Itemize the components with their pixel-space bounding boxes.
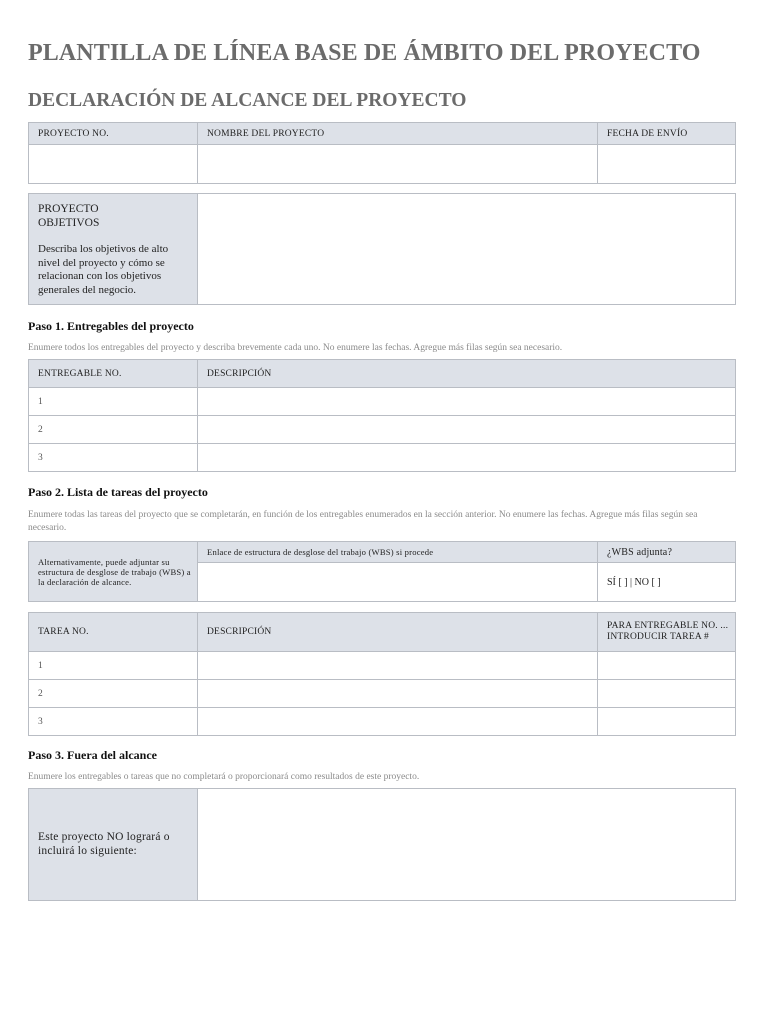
project-name-field[interactable] (198, 145, 598, 184)
table-row (29, 652, 736, 680)
task-description-field[interactable] (198, 708, 598, 736)
table-row (29, 416, 736, 444)
deliverable-description-header: DESCRIPCIÓN (198, 360, 736, 388)
project-name-header: NOMBRE DEL PROYECTO (198, 123, 598, 145)
task-number-header: TAREA NO. (29, 613, 198, 652)
task-deliverable-header-line1: PARA ENTREGABLE NO. ... (607, 621, 729, 631)
deliverable-description-field[interactable] (198, 388, 736, 416)
submission-date-header: FECHA DE ENVÍO (598, 123, 736, 145)
table-row (29, 388, 736, 416)
page-title: PLANTILLA DE LÍNEA BASE DE ÁMBITO DEL PROYECTO (28, 40, 701, 66)
objectives-label-cell (29, 194, 198, 305)
task-deliverable-header (598, 613, 736, 652)
task-deliverable-header-line2: INTRODUCIR TAREA # (607, 632, 709, 642)
deliverables-table (28, 359, 736, 472)
page-subtitle: DECLARACIÓN DE ALCANCE DEL PROYECTO (28, 90, 467, 111)
tasks-table (28, 612, 736, 736)
wbs-attached-header: ¿WBS adjunta? (598, 542, 736, 563)
deliverable-number-cell: 2 (29, 416, 198, 444)
table-row (29, 680, 736, 708)
table-row (29, 708, 736, 736)
task-deliverable-field[interactable] (598, 652, 736, 680)
project-info-table (28, 122, 736, 184)
wbs-side-label: Alternativamente, puede adjuntar su estructura de desglose de trabajo (WBS) a la declaración de alcance. (29, 542, 198, 602)
task-number-cell: 1 (29, 652, 198, 680)
table-row (29, 444, 736, 472)
objectives-field[interactable] (198, 194, 736, 305)
wbs-link-header: Enlace de estructura de desglose del trabajo (WBS) si procede (198, 542, 598, 563)
step3-note: Enumere los entregables o tareas que no completará o proporcionará como resultados de este proyecto. (28, 772, 420, 782)
step3-heading: Paso 3. Fuera del alcance (28, 748, 157, 762)
task-description-header: DESCRIPCIÓN (198, 613, 598, 652)
task-number-cell: 3 (29, 708, 198, 736)
task-description-field[interactable] (198, 680, 598, 708)
out-of-scope-field[interactable] (198, 789, 736, 901)
wbs-table (28, 541, 736, 602)
wbs-link-field[interactable] (198, 563, 598, 602)
task-number-cell: 2 (29, 680, 198, 708)
step2-note: Enumere todas las tareas del proyecto que se completarán, en función de los entregables enumerados en la sección anterior. No enumere las fechas. Agregue más filas según sea necesario. (28, 510, 698, 533)
objectives-description: Describa los objetivos de alto nivel del proyecto y cómo se relacionan con los objetivos generales del negocio. (38, 243, 169, 296)
project-number-header: PROYECTO NO. (29, 123, 198, 145)
task-deliverable-field[interactable] (598, 708, 736, 736)
objectives-label-line2: OBJETIVOS (38, 216, 100, 229)
deliverable-number-header: ENTREGABLE NO. (29, 360, 198, 388)
step2-heading: Paso 2. Lista de tareas del proyecto (28, 485, 208, 499)
objectives-table (28, 193, 736, 305)
deliverable-description-field[interactable] (198, 416, 736, 444)
out-of-scope-table (28, 788, 736, 901)
deliverable-number-cell: 1 (29, 388, 198, 416)
task-deliverable-field[interactable] (598, 680, 736, 708)
wbs-choice[interactable]: SÍ [ ] | NO [ ] (598, 563, 736, 602)
objectives-label-line1: PROYECTO (38, 203, 99, 215)
project-number-field[interactable] (29, 145, 198, 184)
step1-note: Enumere todos los entregables del proyecto y describa brevemente cada uno. No enumere las fechas. Agregue más filas según sea necesario. (28, 343, 563, 353)
deliverable-number-cell: 3 (29, 444, 198, 472)
deliverable-description-field[interactable] (198, 444, 736, 472)
submission-date-field[interactable] (598, 145, 736, 184)
out-of-scope-label: Este proyecto NO logrará o incluirá lo siguiente: (29, 789, 198, 901)
step1-heading: Paso 1. Entregables del proyecto (28, 319, 194, 333)
task-description-field[interactable] (198, 652, 598, 680)
